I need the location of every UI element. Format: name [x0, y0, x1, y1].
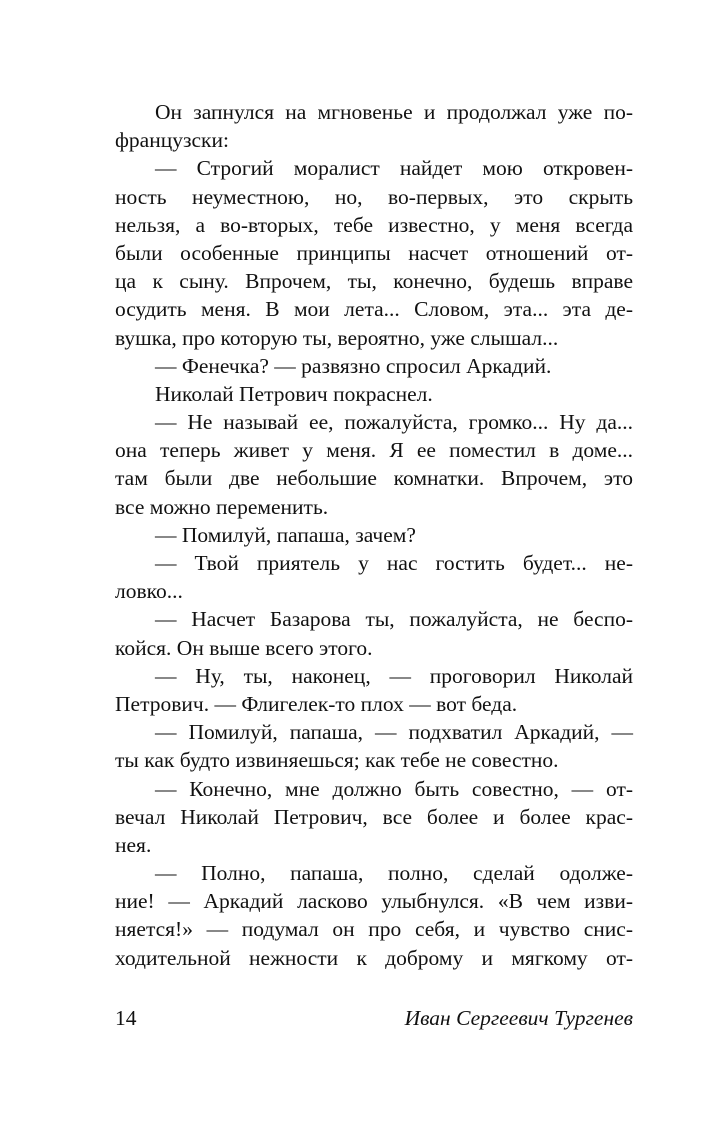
text-line: — Помилуй, папаша, — подхватил Аркадий, — — [155, 720, 633, 745]
text-line: — Не называй ее, пожалуйста, громко... Ну да... — [155, 410, 633, 435]
text-line: ца к сыну. Впрочем, ты, конечно, будешь вправе — [115, 269, 633, 294]
text-line: все можно переменить. — [115, 494, 329, 519]
text-line: — Строгий моралист найдет мою откровен- — [155, 156, 633, 181]
text-line: она теперь живет у меня. Я ее поместил в доме... — [115, 438, 633, 463]
text-line: нельзя, а во-вторых, тебе известно, у меня всегда — [115, 212, 633, 237]
text-line: французски: — [115, 128, 229, 153]
page-footer — [115, 1003, 633, 1033]
text-line: — Помилуй, папаша, зачем? — [155, 522, 416, 547]
text-line: ние! — Аркадий ласково улыбнулся. «В чем изви- — [115, 889, 633, 914]
text-line: Петрович. — Флигелек-то плох — вот беда. — [115, 691, 518, 716]
text-line: — Фенечка? — развязно спросил Аркадий. — [155, 353, 552, 378]
running-title: Иван Сергеевич Тургенев — [404, 1006, 633, 1030]
text-line: ходительной нежности к доброму и мягкому от- — [115, 945, 633, 970]
text-line: ность неуместною, но, во-первых, это скрыть — [115, 184, 633, 209]
text-line: ты как будто извиняешься; как тебе не совестно. — [115, 748, 559, 773]
text-line: Он запнулся на мгновенье и продолжал уже по- — [155, 100, 633, 124]
text-line: осудить меня. В мои лета... Словом, эта... эта де- — [115, 297, 633, 322]
text-line: — Насчет Базарова ты, пожалуйста, не беспо- — [155, 607, 633, 632]
text-line: — Ну, ты, наконец, — проговорил Николай — [155, 663, 633, 688]
text-line: ловко... — [115, 579, 183, 604]
text-line: нея. — [115, 832, 152, 857]
text-line: — Твой приятель у нас гостить будет... не- — [155, 551, 633, 575]
text-line: койся. Он выше всего этого. — [115, 635, 373, 660]
page-number: 14 — [115, 1006, 137, 1030]
text-line: там были две небольшие комнатки. Впрочем, это — [115, 466, 633, 491]
text-line: — Конечно, мне должно быть совестно, — от- — [155, 776, 633, 801]
text-line: были особенные принципы насчет отношений от- — [115, 240, 633, 265]
text-line: — Полно, папаша, полно, сделай одолже- — [155, 861, 633, 886]
body-text — [115, 98, 633, 972]
text-line: вечал Николай Петрович, все более и более крас- — [115, 804, 633, 829]
text-line: вушка, про которую ты, вероятно, уже слышал... — [115, 325, 559, 350]
text-line: Николай Петрович покраснел. — [155, 381, 433, 406]
text-line: няется!» — подумал он про себя, и чувство снис- — [115, 917, 633, 942]
